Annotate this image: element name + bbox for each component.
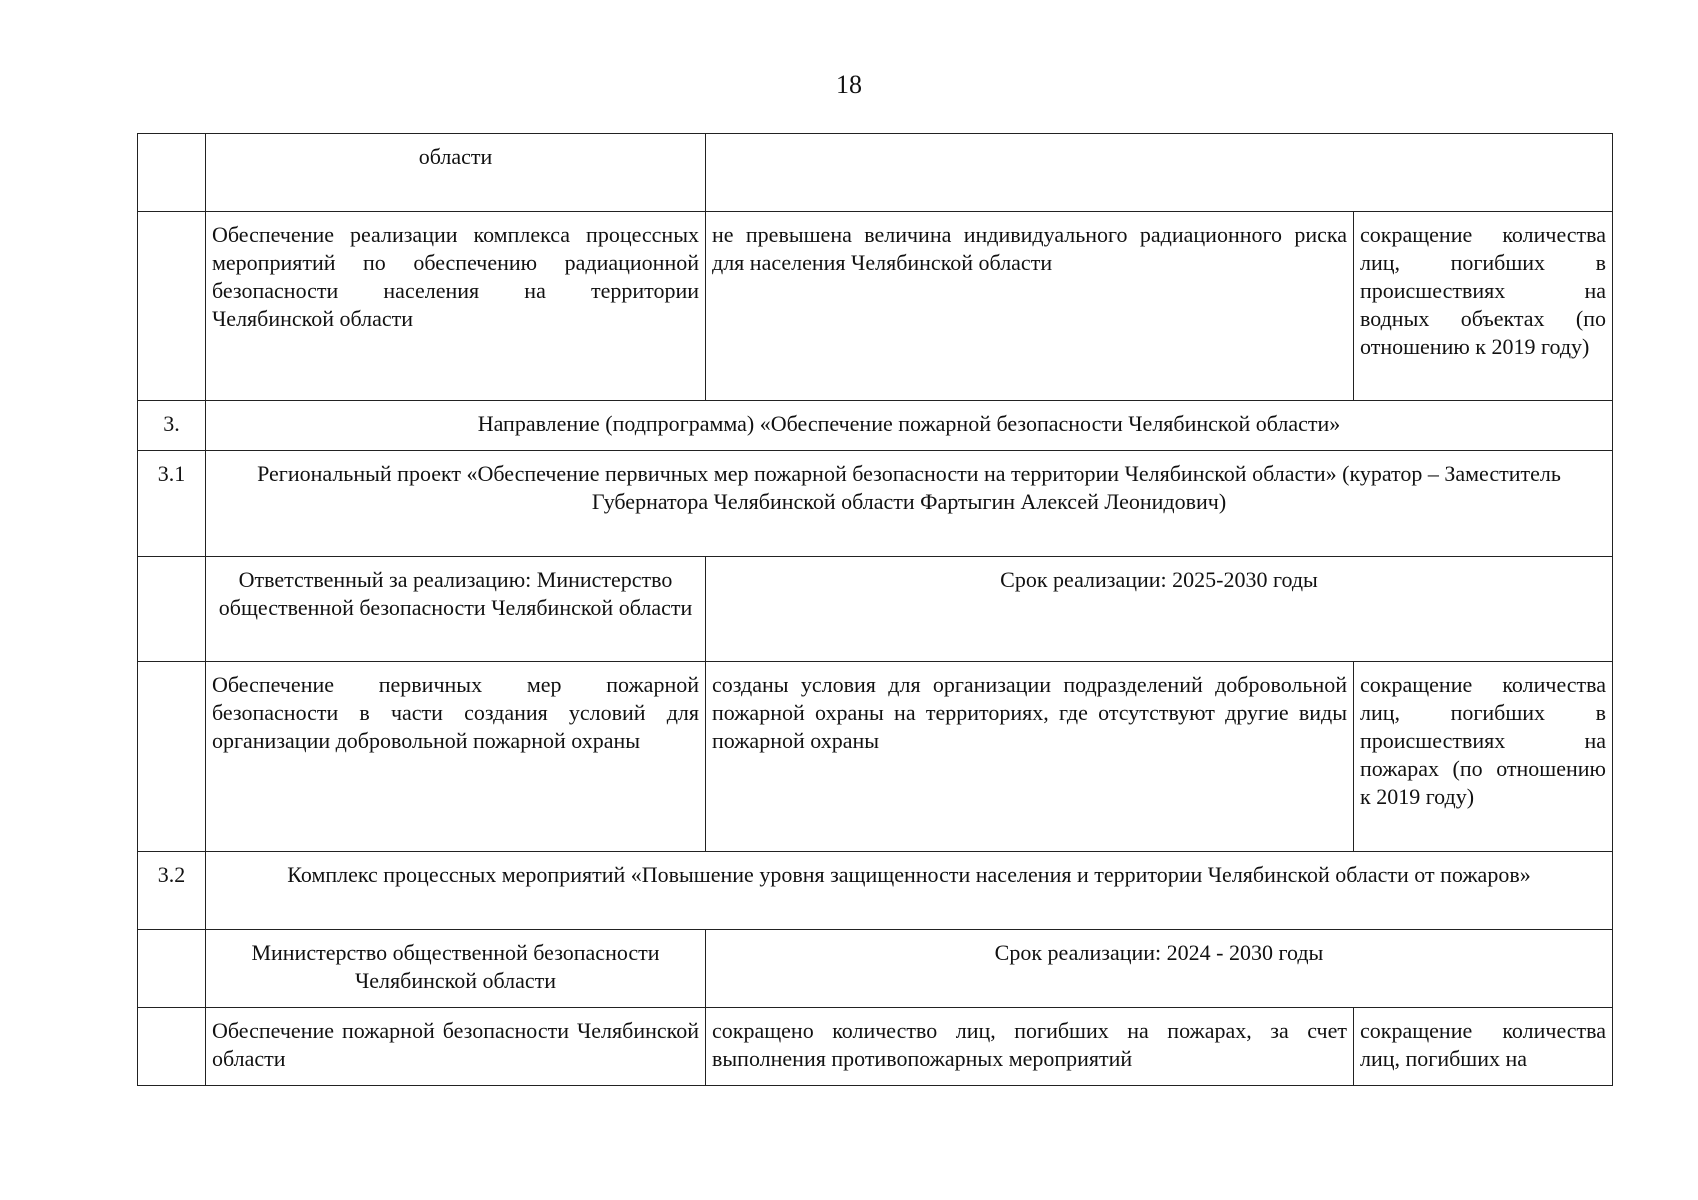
section-heading-cell: Направление (подпрограмма) «Обеспечение пожарной безопасности Челябинской области» <box>206 401 1613 451</box>
table-row <box>138 852 1613 930</box>
table-row <box>138 401 1613 451</box>
task-cell: Обеспечение первичных мер пожарной безопасности в части создания условий для организации добровольной пожарной охраны <box>206 662 706 852</box>
row-number-cell: 3.1 <box>138 451 206 557</box>
indicator-cell: сокращение количества лиц, погибших в происшествиях на водных объектах (по отношению к 2019 году) <box>1354 212 1613 401</box>
term-cell: Срок реализации: 2025-2030 годы <box>706 557 1613 662</box>
table-row <box>138 451 1613 557</box>
row-number-cell <box>138 662 206 852</box>
activities-table <box>137 133 1613 1086</box>
task-cell: Обеспечение пожарной безопасности Челябинской области <box>206 1008 706 1086</box>
row-number-cell <box>138 212 206 401</box>
complex-heading-cell: Комплекс процессных мероприятий «Повышение уровня защищенности населения и территории Челябинской области от пожаров» <box>206 852 1613 930</box>
table-row <box>138 212 1613 401</box>
responsible-cell: Министерство общественной безопасности Челябинской области <box>206 930 706 1008</box>
table-row <box>138 134 1613 212</box>
effect-cell: созданы условия для организации подразделений добровольной пожарной охраны на территориях, где отсутствуют другие виды пожарной охраны <box>706 662 1354 852</box>
table-row <box>138 1008 1613 1086</box>
term-cell <box>706 134 1613 212</box>
row-number-cell <box>138 557 206 662</box>
page-number: 18 <box>836 70 862 99</box>
table-row <box>138 930 1613 1008</box>
row-number-cell <box>138 1008 206 1086</box>
row-number-cell: 3.2 <box>138 852 206 930</box>
responsible-cell: Ответственный за реализацию: Министерство общественной безопасности Челябинской области <box>206 557 706 662</box>
indicator-cell: сокращение количества лиц, погибших в происшествиях на пожарах (по отношению к 2019 году) <box>1354 662 1613 852</box>
row-number-cell <box>138 930 206 1008</box>
table-row <box>138 557 1613 662</box>
row-number-cell: 3. <box>138 401 206 451</box>
task-cell: Обеспечение реализации комплекса процессных мероприятий по обеспечению радиационной безопасности населения на территории Челябинской области <box>206 212 706 401</box>
term-cell: Срок реализации: 2024 - 2030 годы <box>706 930 1613 1008</box>
project-heading-cell: Региональный проект «Обеспечение первичных мер пожарной безопасности на территории Челябинской области» (куратор – Заместитель Губернатора Челябинской области Фартыгин Алексей Леонидович) <box>206 451 1613 557</box>
table-row <box>138 662 1613 852</box>
effect-cell: не превышена величина индивидуального радиационного риска для населения Челябинской области <box>706 212 1354 401</box>
row-number-cell <box>138 134 206 212</box>
effect-cell: сокращено количество лиц, погибших на пожарах, за счет выполнения противопожарных мероприятий <box>706 1008 1354 1086</box>
responsible-cell: области <box>206 134 706 212</box>
indicator-cell: сокращение количества лиц, погибших на <box>1354 1008 1613 1086</box>
